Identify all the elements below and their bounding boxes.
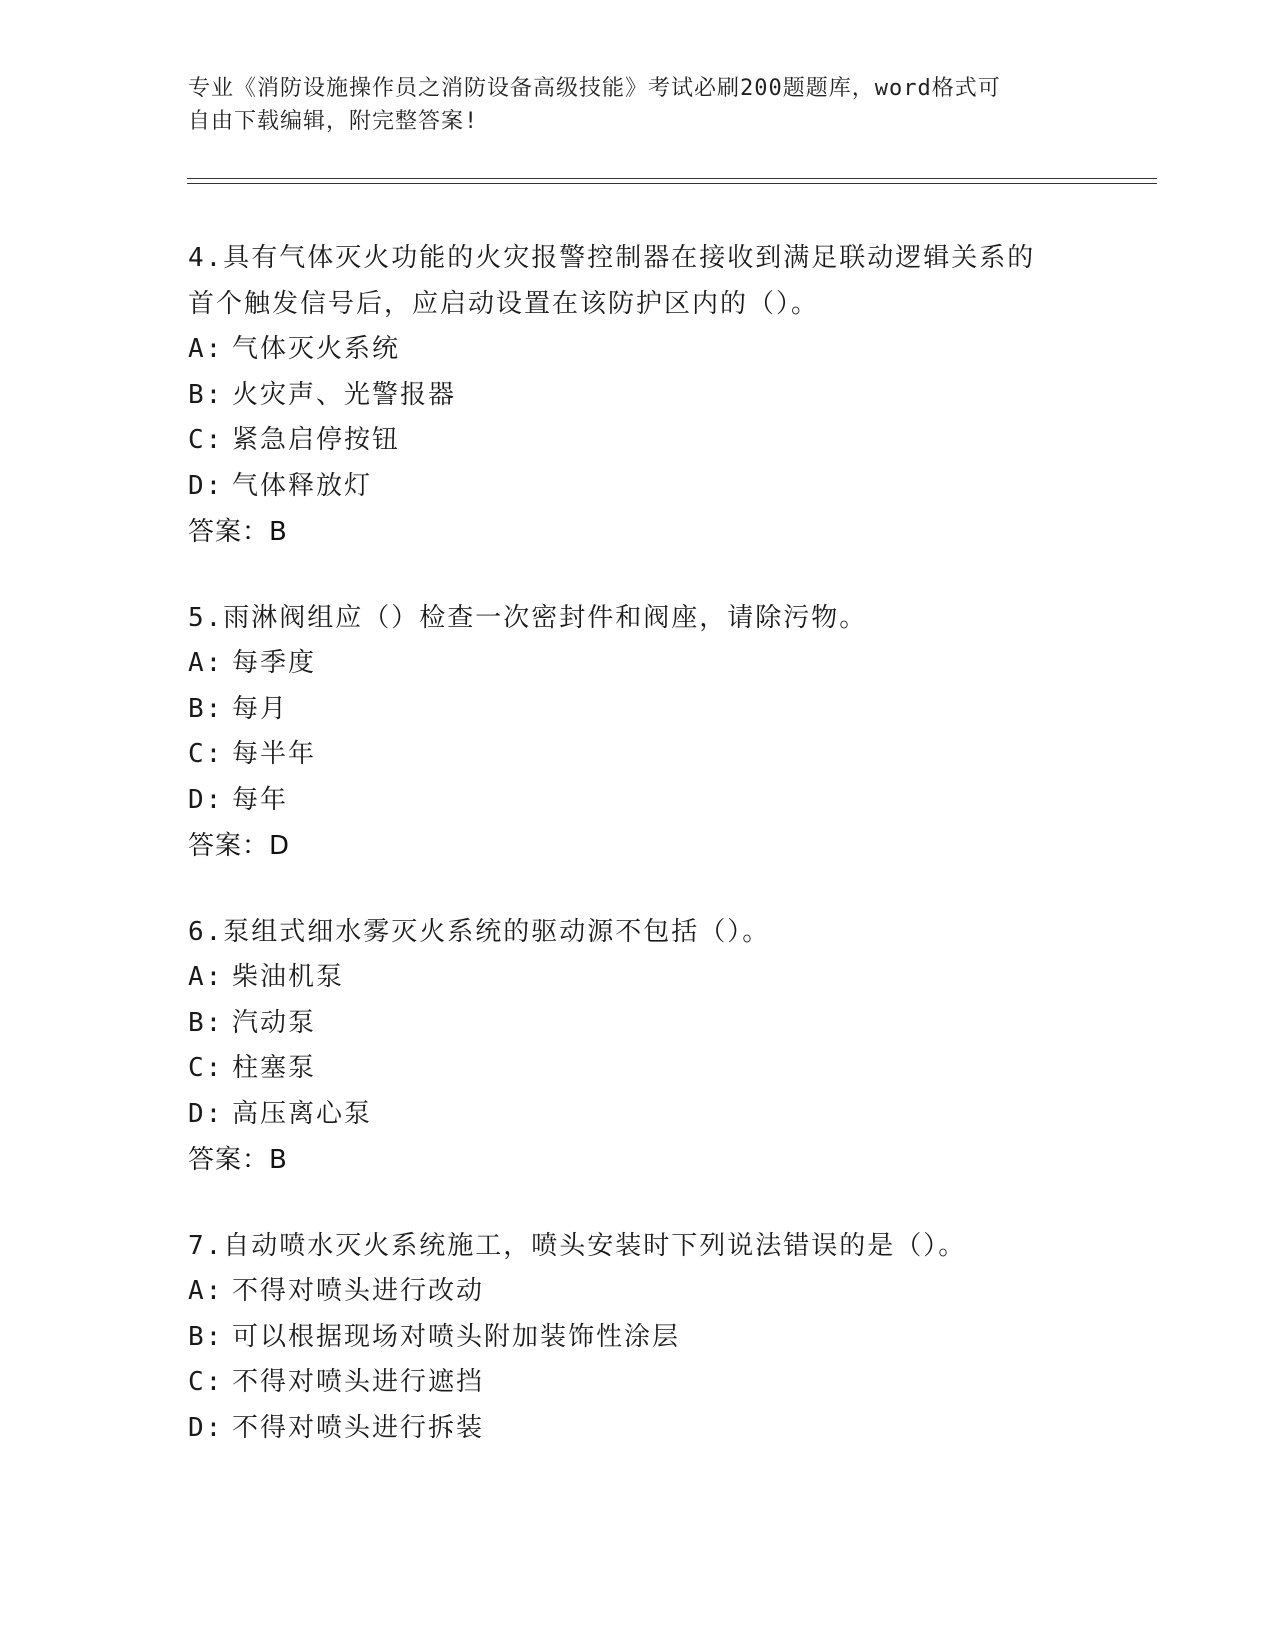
question-stem-line-2: 首个触发信号后，应启动设置在该防护区内的（）。 [188,289,820,319]
option-letter: D: [188,1098,224,1129]
option-c [188,418,1148,464]
option-a [188,1269,1148,1315]
option-b [188,373,1148,419]
option-b [188,1315,1148,1361]
option-text: 气体释放灯 [232,470,373,501]
option-text: 可以根据现场对喷头附加装饰性涂层 [232,1321,681,1352]
option-letter: B: [188,379,224,410]
option-c [188,1360,1148,1406]
option-d [188,778,1148,824]
answer-text: 答案：B [188,517,288,547]
option-text: 汽动泵 [232,1007,317,1038]
answer-text: 答案：D [188,831,291,861]
option-letter: C: [188,739,224,769]
option-text: 火灾声、光警报器 [232,379,457,410]
option-letter: A: [188,334,224,364]
option-text: 每年 [232,784,289,815]
option-letter: A: [188,962,224,992]
question-list [188,235,1148,1491]
option-c [188,732,1148,778]
option-letter: C: [188,1367,224,1397]
option-a [188,327,1148,373]
header-double-rule [187,178,1157,184]
option-d [188,1092,1148,1138]
option-text: 不得对喷头进行拆装 [232,1412,485,1443]
option-letter: B: [188,1321,224,1352]
option-letter: A: [188,648,224,678]
option-d [188,1406,1148,1452]
header-line-2: 自由下载编辑，附完整答案! [188,109,479,134]
option-letter: C: [188,425,224,455]
option-text: 柱塞泵 [232,1053,317,1083]
option-text: 紧急启停按钮 [232,425,401,455]
option-letter: D: [188,1412,224,1443]
question-stem: 5.雨淋阀组应（）检查一次密封件和阀座，请除污物。 [188,603,868,633]
option-text: 高压离心泵 [232,1098,373,1129]
option-letter: B: [188,1007,224,1038]
option-text: 每半年 [232,739,317,769]
answer-text: 答案：B [188,1145,288,1175]
option-letter: B: [188,693,224,724]
question-stem: 7.自动喷水灭火系统施工，喷头安装时下列说法错误的是（）。 [188,1231,967,1261]
option-text: 不得对喷头进行遮挡 [232,1367,485,1397]
option-b [188,1001,1148,1047]
question-7 [188,1223,1148,1451]
header-line-1: 专业《消防设施操作员之消防设备高级技能》考试必刷200题题库，word格式可 [188,76,1001,101]
option-a [188,641,1148,687]
question-5 [188,595,1148,869]
question-6 [188,909,1148,1183]
option-letter: D: [188,784,224,815]
question-stem [188,235,1148,327]
option-a [188,955,1148,1001]
option-text: 每季度 [232,648,317,678]
question-stem-line-1: 4.具有气体灭火功能的火灾报警控制器在接收到满足联动逻辑关系的 [188,243,1036,273]
option-b [188,687,1148,733]
question-4 [188,235,1148,555]
document-header [188,72,1088,138]
question-stem: 6.泵组式细水雾灭火系统的驱动源不包括（）。 [188,917,771,947]
option-letter: D: [188,470,224,501]
option-d [188,464,1148,510]
option-text: 不得对喷头进行改动 [232,1276,485,1306]
option-text: 每月 [232,693,289,724]
option-text: 柴油机泵 [232,962,345,992]
option-c [188,1046,1148,1092]
option-letter: C: [188,1053,224,1083]
option-letter: A: [188,1276,224,1306]
option-text: 气体灭火系统 [232,334,401,364]
